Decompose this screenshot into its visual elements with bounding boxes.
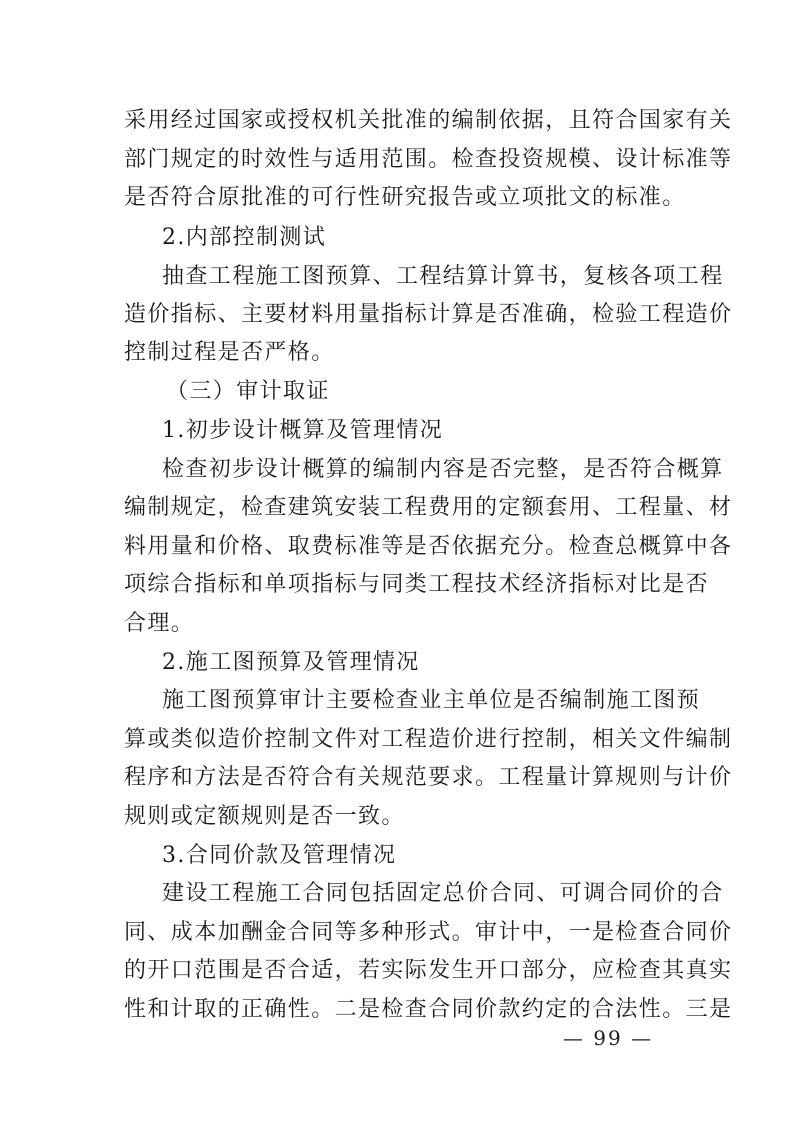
text-line: 程序和方法是否符合有关规范要求。工程量计算规则与计价 bbox=[124, 765, 733, 790]
page-number: — 99 — bbox=[562, 1026, 654, 1050]
text-line: 造价指标、主要材料用量指标计算是否准确，检验工程造价 bbox=[124, 302, 733, 327]
text-line: 性和计取的正确性。二是检查合同价款约定的合法性。三是 bbox=[124, 997, 733, 1022]
text-line: 算或类似造价控制文件对工程造价进行控制，相关文件编制 bbox=[124, 727, 733, 752]
text-line: 抽查工程施工图预算、工程结算计算书，复核各项工程 bbox=[162, 264, 724, 289]
text-line: 是否符合原批准的可行性研究报告或立项批文的标准。 bbox=[124, 185, 686, 210]
section-heading: （三）审计取证 bbox=[166, 379, 330, 404]
text-line: 的开口范围是否合适，若实际发生开口部分，应检查其真实 bbox=[124, 958, 733, 983]
text-line: 同、成本加酬金合同等多种形式。审计中，一是检查合同价 bbox=[124, 920, 733, 945]
text-line: 建设工程施工合同包括固定总价合同、可调合同价的合 bbox=[162, 881, 724, 906]
section-heading: 1.初步设计概算及管理情况 bbox=[162, 418, 444, 443]
text-line: 项综合指标和单项指标与同类工程技术经济指标对比是否 bbox=[124, 572, 710, 597]
text-line: 合理。 bbox=[124, 611, 195, 636]
section-heading: 3.合同价款及管理情况 bbox=[162, 843, 397, 868]
text-line: 控制过程是否严格。 bbox=[124, 340, 335, 365]
text-line: 施工图预算审计主要检查业主单位是否编制施工图预 bbox=[162, 688, 701, 713]
section-heading: 2.内部控制测试 bbox=[162, 225, 327, 250]
section-heading: 2.施工图预算及管理情况 bbox=[162, 650, 420, 675]
text-line: 采用经过国家或授权机关批准的编制依据，且符合国家有关 bbox=[124, 108, 733, 133]
text-line: 检查初步设计概算的编制内容是否完整，是否符合概算 bbox=[162, 457, 724, 482]
text-line: 编制规定，检查建筑安装工程费用的定额套用、工程量、材 bbox=[124, 495, 733, 520]
text-line: 料用量和价格、取费标准等是否依据充分。检查总概算中各 bbox=[124, 534, 733, 559]
text-line: 规则或定额规则是否一致。 bbox=[124, 804, 405, 829]
text-line: 部门规定的时效性与适用范围。检查投资规模、设计标准等 bbox=[124, 147, 733, 172]
